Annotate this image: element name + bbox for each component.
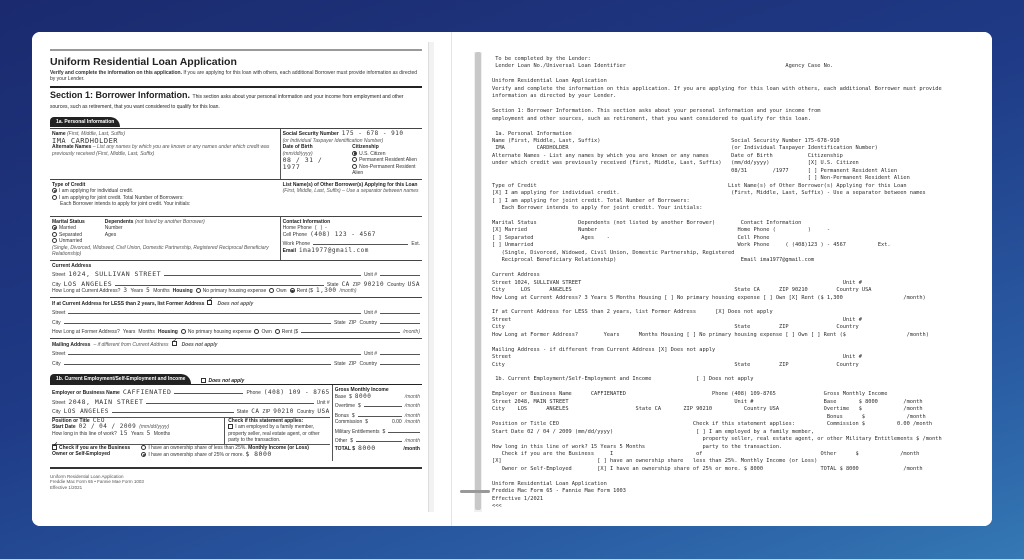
citizenship-us: U.S. Citizen — [352, 151, 420, 158]
ocr-line — [492, 213, 987, 220]
ocr-line: Employer or Business Name CAFFIENATED Phone (408) 109-8765 Gross Monthly Income — [492, 391, 888, 398]
ocr-line: Section 1: Borrower Information. This section asks about your personal information and your income from — [492, 108, 821, 115]
ocr-line: Type of Credit List Name(s) of Other Borrower(s) Applying for this Loan — [492, 182, 907, 189]
ocr-line: property seller, real estate agent, or other Military Entitlements $ /month — [492, 436, 942, 443]
tab-employment-income: 1b. Current Employment/Self-Employment and Income — [50, 374, 191, 384]
ocr-line: IMA CARDHOLDER (or Individual Taxpayer Identification Number) — [492, 145, 878, 152]
ocr-line: Mailing Address - if different from Current Address [X] Does not apply — [492, 346, 716, 353]
ocr-line: 1a. Personal Information — [492, 130, 572, 137]
scan-scrollbar[interactable] — [428, 42, 434, 512]
ocr-line — [492, 384, 987, 391]
ocr-line: [X] I am applying for individual credit. (First, Middle, Last, Suffix) - Use a separator between names — [492, 190, 926, 197]
form-instructions: Verify and complete the information on this application. If you are applying for this loan with others, each additional Borrower must provide information as directed by your Lender. — [50, 70, 418, 82]
ocr-line: information as directed by your Lender. — [492, 93, 617, 100]
ocr-scrollbar-thumb[interactable] — [475, 52, 481, 510]
employment-block: Employer or Business Name CAFFIENATED Phone (408) 109 - 8765 Street 2048, MAIN STREET Unit # City LOS ANGELES State CA ZIP 90210 Country USA Position or Title CEO Start Date 02 / 04 / 2009 (mm/dd/yyyy) How long in this line of work? 15 Years 5 Months Check if this statement applies: I am employed by a family member, property seller, real estate agent, or other party to the transaction. ✓Check if you are the Business Owner or Self-Employed I have an ownership share of less than 25%. Monthly Income (or Loss) I have an ownership share of 25% or more. $ 8000 Gross Monthly Income Base $ 8000 /month Overtime $ /month Bonus $ /month Commission $ 0.00 /month Military Entitlements $ Other $ /month TOTAL $ 8000 /month — [50, 384, 422, 461]
section-rule — [50, 86, 422, 88]
ocr-line: Check if you are the Business I of Other $ /month — [492, 451, 920, 458]
ocr-line: If at Current Address for LESS than 2 years, list Former Address [X] Does not apply — [492, 309, 773, 316]
credit-type-block: Type of Credit I am applying for individual credit. I am applying for joint credit. Total Number of Borrowers: Each Borrower intends to apply for joint credit. Your initials: List Name(s) of Other Borrower(s) Applying for this Loan (First, Middle, Last, Suffix) – Use a separator between names — [50, 179, 422, 216]
ocr-line: Uniform Residential Loan Application — [492, 78, 607, 85]
ocr-text-panel — [472, 32, 992, 526]
ocr-line: [ ] I am applying for joint credit. Total Number of Borrowers: — [492, 197, 690, 204]
ocr-line: (Single, Divorced, Widowed, Civil Union, Domestic Partnership, Registered — [492, 249, 735, 256]
income-row-base: Base $ 8000 /month — [334, 392, 420, 400]
ocr-line — [492, 123, 987, 130]
ocr-line: Each Borrower intends to apply for joint credit. Your initials: — [492, 205, 703, 212]
ocr-line: employment and other sources, such as retirement, that you want considered to qualify for this loan. — [492, 115, 811, 122]
income-total: TOTAL $ 8000 /month — [334, 443, 420, 452]
ocr-line: Current Address — [492, 272, 540, 279]
ocr-line: City State ZIP Country — [492, 361, 859, 368]
cell-phone-value: (408) 123 - 4567 — [310, 230, 376, 238]
ocr-line: City LOS ANGELES State CA ZIP 90210 Country USA — [492, 287, 872, 294]
ocr-line: [X] Married Number Home Phone ( ) - — [492, 227, 831, 234]
ocr-line: Owner or Self-Employed [X] I have an ownership share of 25% or more. $ 8000 TOTAL $ 8000 /month — [492, 465, 923, 472]
ocr-line: Start Date 02 / 04 / 2009 (mm/dd/yyyy) [ ] I am employed by a family member, — [492, 428, 815, 435]
ocr-line — [492, 302, 987, 309]
scan-top-rule — [50, 49, 422, 51]
ocr-line: Lender Loan No./Universal Loan Identifier Agency Case No. — [492, 63, 834, 70]
name-ssn-block: Name (First, Middle, Last, Suffix) IMA CARDHOLDER Alternate Names – List any names by which you are known or any names under which credit was previously received (First, Middle, Last, Suffix) Social Security Number 175 - 678 - 910 (or Individual Taxpayer Identification Number) Date of Birth (mm/dd/yyyy) 08 / 31 / 1977 Citizenship U.S. Citizen Permanent Resident Alien Non-Permanent Resident Alien — [50, 128, 422, 179]
ocr-line: City State ZIP Country — [492, 324, 859, 331]
form-title: Uniform Residential Loan Application — [50, 56, 237, 68]
tab-personal-information: 1a. Personal Information — [50, 117, 120, 127]
horizontal-scroll-handle[interactable] — [460, 490, 490, 493]
ocr-line: Street 1024, SULLIVAN STREET Unit # — [492, 279, 862, 286]
ocr-line: <<< — [492, 503, 502, 510]
ocr-line: Name (First, Middle, Last, Suffix) Social Security Number 175-678-910 — [492, 137, 840, 144]
ocr-line: Freddie Mac Form 65 - Fannie Mae Form 1003 — [492, 488, 626, 495]
current-address-block: Current Address Street 1024, SULLIVAN STREET Unit # City LOS ANGELES State CA ZIP 90210 Country USA How Long at Current Address? 3 Years 5 Months Housing No primary housing expense Own Rent ($ 1,300 /month) — [50, 260, 422, 297]
ocr-line: Street Unit # — [492, 354, 862, 361]
name-value: IMA CARDHOLDER — [52, 136, 119, 145]
document-viewer-card — [32, 32, 992, 526]
ocr-line: [ ] Non-Permanent Resident Alien — [492, 175, 910, 182]
ocr-line: [ ] Unmarried Work Phone ( (408)123 ) - 4567 Ext. — [492, 242, 891, 249]
ocr-line: Alternate Names - List any names by which you are known or any names Date of Birth Citizenship — [492, 152, 843, 159]
ocr-line: How Long at Current Address? 3 Years 5 Months Housing [ ] No primary housing expense [ ] Own [X] Rent ($ 1,300 /month) — [492, 294, 926, 301]
marital-contact-block: Marital Status Married Separated Unmarried Dependents (not listed by another Borrower) Number Ages (Single, Divorced, Widowed, Civil Union, Domestic Partnership, Registered Reciprocal Beneficiary Relationship) Contact Information Home Phone ( ) - Cell Phone (408) 123 - 4567 Work Phone Ext. Email ima1977@gmail.com — [50, 216, 422, 260]
ocr-line — [492, 265, 987, 272]
ocr-line — [492, 339, 987, 346]
income-row-other: Other $ /month — [335, 435, 420, 445]
ocr-line: Marital Status Dependents (not listed by another Borrower) Contact Information — [492, 219, 802, 226]
ocr-line: under which credit was previously received (First, Middle, Last, Suffix) (mm/dd/yyyy) [X] U.S. Citizen — [492, 160, 859, 167]
ssn-value: 175 - 678 - 910 — [341, 130, 404, 137]
form-footer: Uniform Residential Loan Application Freddie Mac Form 65 • Fannie Mae Form 1003 Effective 1/2021 — [50, 467, 422, 491]
employment-does-not-apply: Does not apply — [201, 378, 244, 384]
section-1-title: Section 1: Borrower Information. This section asks about your personal information and your income from employment and other sources, such as retirement, that you want considered to qualify for this loan. — [50, 90, 404, 110]
dob-value: 08 / 31 / 1977 — [282, 156, 323, 171]
ocr-line: Uniform Residential Loan Application — [492, 480, 607, 487]
ocr-line: [X] [ ] have an ownership share less than 25%. Monthly Income (or Loss) — [492, 458, 818, 465]
ocr-line: Verify and complete the information on this application. If you are applying for this loan with others, each additional Borrower must provide — [492, 85, 942, 92]
mailing-address-block: Mailing Address – if different from Current Address ✓ Does not apply Street Unit # City State ZIP Country — [50, 338, 422, 370]
income-row-military: Military Entitlements $ — [335, 426, 420, 436]
former-address-block: If at Current Address for LESS than 2 years, list Former Address ✓ Does not apply Street Unit # City State ZIP Country How Long at Former Address? Years Months Housing No primary housing expense Own Rent ($ /month) — [50, 297, 422, 338]
ocr-line: 08/31 /1977 [ ] Permanent Resident Alien — [492, 167, 898, 174]
ocr-line — [492, 473, 987, 480]
ocr-line: City LOS ANGELES State CA ZIP 90210 Country USA Overtime $ /month — [492, 406, 923, 413]
income-row-overtime: Overtime $ /month — [335, 400, 420, 410]
ocr-line: To be completed by the Lender: — [492, 56, 591, 62]
email-value: ima1977@gmail.com — [298, 246, 369, 254]
ocr-line: Effective 1/2021 — [492, 495, 544, 502]
ocr-line: Street 2048, MAIN STREET Unit # Base $ 8000 /month — [492, 398, 923, 405]
ocr-line: How Long at Former Address? Years Months Housing [ ] No primary housing expense [ ] Own [ ] Rent ($ /month) — [492, 331, 929, 338]
ocr-line: 1b. Current Employment/Self-Employment and Income [ ] Does not apply — [492, 376, 754, 383]
ocr-line: Position or Title CEO Check if this statement applies: Commission $ 0.00 /month — [492, 421, 933, 428]
ocr-line: How long in this line of work? 15 Years 5 Months party to the transaction. — [492, 443, 783, 450]
ocr-line — [492, 71, 987, 78]
ocr-text-content — [492, 56, 987, 511]
ocr-line: [ ] Separated Ages - Cell Phone — [492, 234, 770, 241]
ocr-line: Street Unit # — [492, 316, 862, 323]
scanned-form-panel — [32, 32, 452, 526]
ocr-line — [492, 101, 987, 108]
citizenship-permanent: Permanent Resident Alien — [352, 157, 420, 164]
ocr-line: Reciprocal Beneficiary Relationship) Email ima1977@gmail.com — [492, 257, 815, 264]
income-row-commission: Commission $ 0.00 /month — [334, 419, 420, 425]
citizenship-non-permanent: Non-Permanent Resident Alien — [352, 163, 416, 176]
ocr-line: Bonus $ /month — [492, 413, 926, 420]
ocr-scrollbar[interactable] — [474, 52, 482, 512]
income-row-bonus: Bonus $ /month — [335, 410, 420, 420]
ocr-line — [492, 369, 987, 376]
